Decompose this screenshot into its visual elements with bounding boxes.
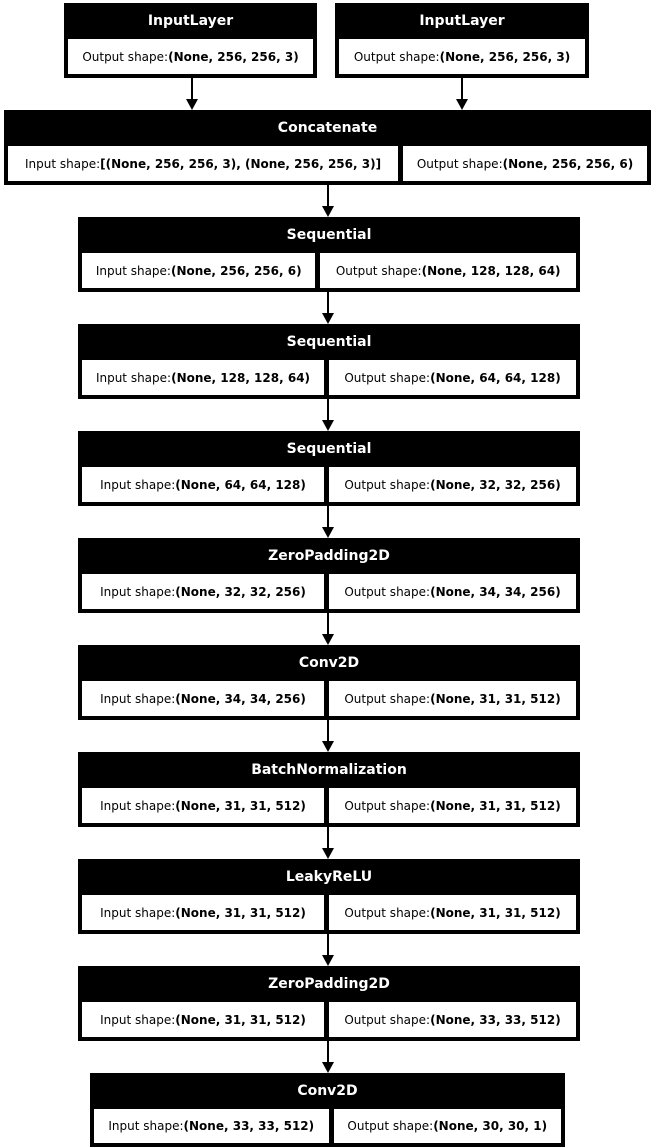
layer-title: LeakyReLU [285,869,373,885]
input-shape-value: (None, 64, 64, 128) [175,477,306,492]
layer-node-sequential-3 [78,431,580,506]
input-shape-value: (None, 33, 33, 512) [183,1119,315,1133]
layer-title: Concatenate [277,120,378,136]
arrow-head-icon [322,313,334,324]
input-shape-label: Input shape: [100,798,176,813]
layer-node-inputlayer-2 [335,3,589,78]
input-shape-value: (None, 32, 32, 256) [175,584,306,599]
arrow-line [191,78,193,99]
layer-title: Sequential [286,441,372,457]
input-shape-cell [82,360,324,395]
layer-node-batchnormalization [78,752,580,827]
arrow-line [327,613,329,634]
layer-title: Sequential [286,227,372,243]
output-shape-cell [329,895,576,930]
input-shape-cell [82,253,315,288]
flow-arrow-batchnorm-to-leakyrelu [322,827,334,859]
output-shape-value: (None, 31, 31, 512) [430,905,561,920]
output-shape-value: (None, 64, 64, 128) [430,370,561,385]
output-shape-value: (None, 30, 30, 1) [433,1119,548,1133]
arrow-head-icon [322,634,334,645]
arrow-head-icon [322,741,334,752]
arrow-line [327,934,329,955]
output-shape-value: (None, 32, 32, 256) [430,477,561,492]
arrow-line [327,185,329,206]
flow-arrow-sequential3-to-zeropadding1 [322,506,334,538]
output-shape-label: Output shape: [344,584,431,599]
output-shape-label: Output shape: [347,1119,434,1133]
output-shape-cell [334,1109,561,1143]
flow-arrow-sequential1-to-sequential2 [322,292,334,324]
output-shape-label: Output shape: [344,370,431,385]
input-shape-cell [82,681,324,716]
output-shape-value: (None, 34, 34, 256) [430,584,561,599]
input-shape-cell [82,1002,324,1037]
output-shape-cell [339,39,585,74]
output-shape-cell [329,574,576,609]
arrow-line [327,292,329,313]
output-shape-value: (None, 256, 256, 3) [168,49,299,64]
layer-title: Conv2D [298,655,360,671]
output-shape-label: Output shape: [344,477,431,492]
output-shape-value: (None, 31, 31, 512) [430,798,561,813]
input-shape-cell [82,788,324,823]
arrow-head-icon [322,955,334,966]
input-shape-value: (None, 34, 34, 256) [175,691,306,706]
layer-title: Conv2D [297,1083,358,1099]
output-shape-cell [329,1002,576,1037]
layer-node-leakyrelu [78,859,580,934]
arrow-head-icon [322,848,334,859]
input-shape-value: [(None, 256, 256, 3), (None, 256, 256, 3)] [100,156,382,171]
output-shape-value: (None, 31, 31, 512) [430,691,561,706]
layer-node-inputlayer-1 [64,3,317,78]
flow-arrow-zeropadding1-to-conv2d1 [322,613,334,645]
output-shape-value: (None, 128, 128, 64) [421,263,561,278]
input-shape-label: Input shape: [95,263,171,278]
flow-arrow-input2-to-concatenate [456,78,468,110]
input-shape-value: (None, 31, 31, 512) [175,1012,306,1027]
output-shape-value: (None, 256, 256, 6) [502,156,634,171]
output-shape-value: (None, 33, 33, 512) [430,1012,561,1027]
arrow-line [327,720,329,741]
input-shape-cell [82,895,324,930]
arrow-head-icon [322,206,334,217]
output-shape-label: Output shape: [344,905,431,920]
layer-node-sequential-1 [78,217,580,292]
input-shape-cell [82,574,324,609]
output-shape-cell [329,360,576,395]
layer-node-conv2d-1 [78,645,580,720]
output-shape-cell [329,681,576,716]
layer-node-zeropadding2d-1 [78,538,580,613]
layer-title: ZeroPadding2D [268,548,390,564]
output-shape-value: (None, 256, 256, 3) [439,49,571,64]
arrow-head-icon [322,1062,334,1073]
output-shape-cell [320,253,576,288]
input-shape-cell [94,1109,329,1143]
layer-node-zeropadding2d-2 [78,966,580,1041]
input-shape-value: (None, 128, 128, 64) [171,370,311,385]
output-shape-cell [329,788,576,823]
flow-arrow-zeropadding2-to-conv2d2 [322,1041,334,1073]
output-shape-label: Output shape: [344,1012,431,1027]
arrow-head-icon [456,99,468,110]
input-shape-cell [82,467,324,502]
arrow-line [327,506,329,527]
input-shape-label: Input shape: [100,905,176,920]
flow-arrow-leakyrelu-to-zeropadding2 [322,934,334,966]
output-shape-label: Output shape: [344,691,431,706]
input-shape-label: Input shape: [100,1012,176,1027]
arrow-line [461,78,463,99]
input-shape-label: Input shape: [100,691,176,706]
layer-node-concatenate [4,110,651,185]
layer-title: InputLayer [147,13,234,29]
input-shape-label: Input shape: [100,477,176,492]
layer-title: BatchNormalization [251,762,407,778]
output-shape-cell [68,39,313,74]
input-shape-value: (None, 31, 31, 512) [175,798,306,813]
output-shape-cell [403,146,647,181]
arrow-line [327,1041,329,1062]
flow-arrow-input1-to-concatenate [186,78,198,110]
output-shape-label: Output shape: [353,49,440,64]
arrow-head-icon [322,420,334,431]
input-shape-value: (None, 256, 256, 6) [170,263,302,278]
input-shape-label: Input shape: [108,1119,184,1133]
output-shape-label: Output shape: [416,156,503,171]
input-shape-label: Input shape: [100,584,176,599]
arrow-head-icon [186,99,198,110]
arrow-line [327,399,329,420]
layer-title: ZeroPadding2D [268,976,390,992]
flow-arrow-sequential2-to-sequential3 [322,399,334,431]
input-shape-label: Input shape: [25,156,101,171]
layer-node-sequential-2 [78,324,580,399]
input-shape-value: (None, 31, 31, 512) [175,905,306,920]
input-shape-label: Input shape: [95,370,172,385]
layer-title: Sequential [286,334,372,350]
flow-arrow-concatenate-to-sequential1 [322,185,334,217]
input-shape-cell [8,146,398,181]
arrow-line [327,827,329,848]
output-shape-cell [329,467,576,502]
arrow-head-icon [322,527,334,538]
output-shape-label: Output shape: [344,798,431,813]
output-shape-label: Output shape: [335,263,422,278]
layer-title: InputLayer [419,13,505,29]
flow-arrow-conv2d1-to-batchnorm [322,720,334,752]
output-shape-label: Output shape: [82,49,169,64]
layer-node-conv2d-2 [90,1073,565,1147]
